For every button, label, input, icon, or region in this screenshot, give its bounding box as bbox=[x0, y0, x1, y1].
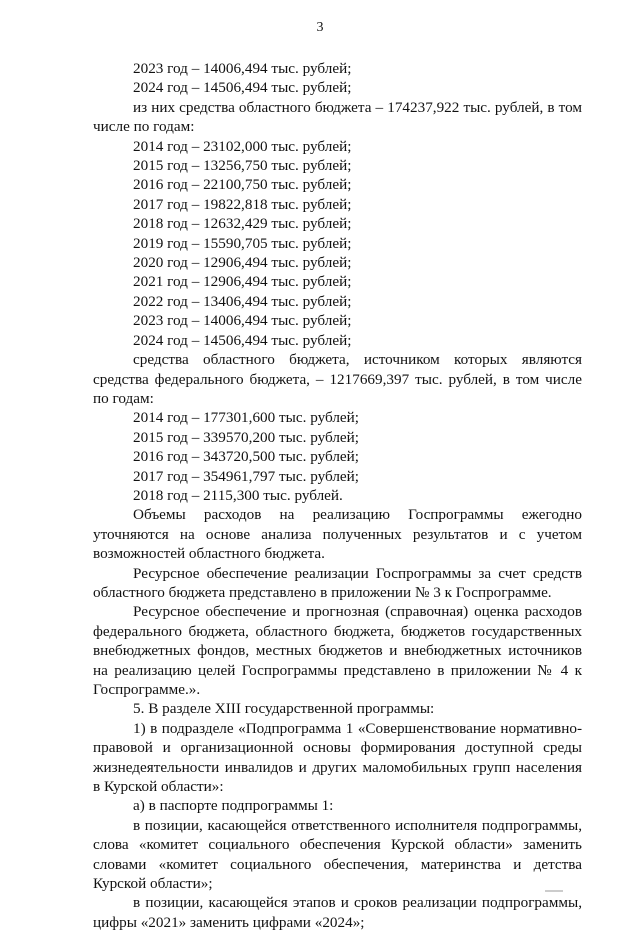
regional-year-line: 2021 год – 12906,494 тыс. рублей; bbox=[133, 273, 352, 291]
paragraph-appendix-3: Ресурсное обеспечение реализации Госпрограммы за счет средств областного бюджета представлено в приложении № 3 к Госпрограмме. bbox=[93, 564, 582, 601]
text-line: 2023 год – 14006,494 тыс. рублей; bbox=[133, 60, 352, 77]
federal-year-line: 2016 год – 343720,500 тыс. рублей; bbox=[133, 448, 360, 466]
federal-year-line: 2017 год – 354961,797 тыс. рублей; bbox=[133, 467, 360, 485]
paragraph-passport: а) в паспорте подпрограммы 1: bbox=[133, 797, 334, 815]
regional-year-line: 2023 год – 14006,494 тыс. рублей; bbox=[133, 312, 352, 330]
regional-year-line: 2024 год – 14506,494 тыс. рублей; bbox=[133, 331, 352, 349]
regional-year-line: 2020 год – 12906,494 тыс. рублей; bbox=[133, 254, 352, 272]
paragraph-appendix-4: Ресурсное обеспечение и прогнозная (справочная) оценка расходов федерального бюджета, областного бюджета, бюджетов государственных внебюджетных фондов, местных бюджетов и внебюджетных источников на реализацию целей Госпрограммы представлено в приложении № 4 к Госпрограмме.». bbox=[93, 603, 582, 698]
federal-budget-intro: средства областного бюджета, источником которых являются средства федерального бюджета, – 1217669,397 тыс. рублей, в том числе по годам: bbox=[93, 351, 582, 407]
federal-year-line: 2018 год – 2115,300 тыс. рублей. bbox=[133, 486, 343, 504]
document-body bbox=[93, 59, 582, 932]
section-heading-xiii: 5. В разделе XIII государственной программы: bbox=[133, 700, 435, 718]
regional-year-line: 2022 год – 13406,494 тыс. рублей; bbox=[133, 292, 352, 310]
paragraph-executor: в позиции, касающейся ответственного исполнителя подпрограммы, слова «комитет социального обеспечения Курской области» заменить словами «комитет социального обеспечения, материнства и детства Курской области»; bbox=[93, 816, 582, 893]
regional-year-line: 2018 год – 12632,429 тыс. рублей; bbox=[133, 215, 352, 233]
regional-year-line: 2017 год – 19822,818 тыс. рублей; bbox=[133, 195, 352, 213]
paragraph-expenses: Объемы расходов на реализацию Госпрограммы ежегодно уточняются на основе анализа полученных результатов и с учетом возможностей областного бюджета. bbox=[93, 506, 582, 563]
federal-year-line: 2015 год – 339570,200 тыс. рублей; bbox=[133, 428, 360, 446]
regional-year-line: 2014 год – 23102,000 тыс. рублей; bbox=[133, 137, 352, 155]
paragraph-subprogram-1: 1) в подразделе «Подпрограмма 1 «Совершенствование нормативно-правовой и организационной основы формирования доступной среды жизнедеятельности инвалидов и других маломобильных групп населения в Курской области»: bbox=[93, 719, 582, 796]
text-line: 2024 год – 14506,494 тыс. рублей; bbox=[133, 79, 352, 97]
paragraph-stages: в позиции, касающейся этапов и сроков реализации подпрограммы, цифры «2021» заменить цифрами «2024»; bbox=[93, 894, 582, 931]
federal-year-line: 2014 год – 177301,600 тыс. рублей; bbox=[133, 409, 360, 427]
regional-year-line: 2016 год – 22100,750 тыс. рублей; bbox=[133, 176, 352, 194]
regional-year-line: 2015 год – 13256,750 тыс. рублей; bbox=[133, 157, 352, 175]
scan-mark bbox=[545, 890, 563, 892]
regional-year-line: 2019 год – 15590,705 тыс. рублей; bbox=[133, 234, 352, 252]
page-number: 3 bbox=[316, 20, 324, 35]
regional-budget-intro: из них средства областного бюджета – 174237,922 тыс. рублей, в том числе по годам: bbox=[93, 98, 582, 136]
